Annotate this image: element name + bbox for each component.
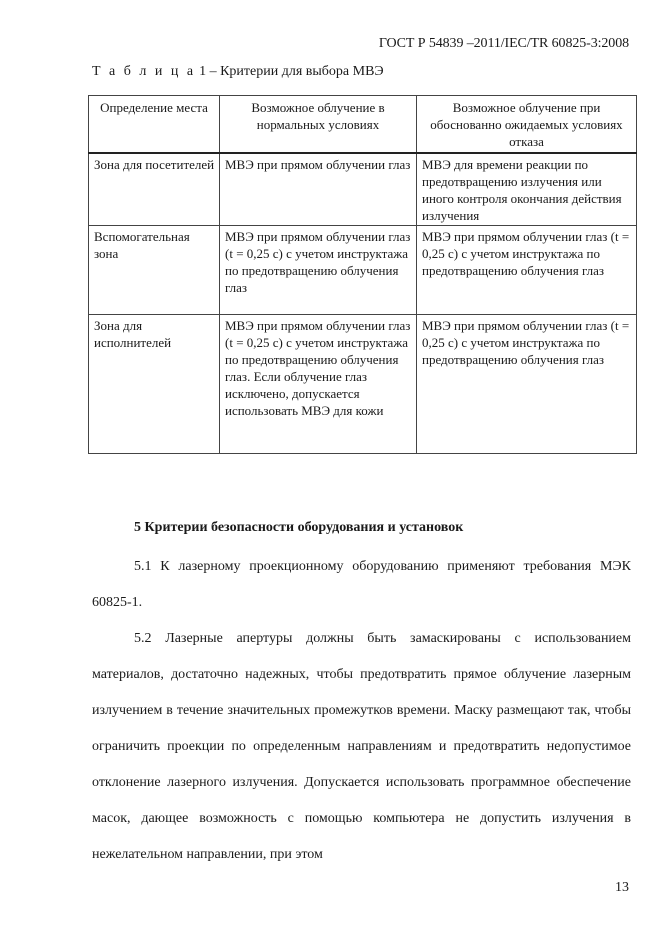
cell-normal: МВЭ при прямом облучении глаз: [220, 153, 417, 226]
section-title: 5 Критерии безопасности оборудования и установок: [134, 520, 464, 535]
cell-place: Зона для исполнителей: [89, 315, 220, 454]
criteria-table: [88, 95, 637, 454]
cell-fault: МВЭ для времени реакции по предотвращению излучения или иного контроля окончания действия излучения: [417, 153, 637, 226]
page-number: 13: [615, 880, 629, 895]
table-row: [89, 315, 637, 454]
cell-place: Вспомогательная зона: [89, 226, 220, 315]
table-row: [89, 153, 637, 226]
paragraph-5-1: 5.1 К лазерному проекционному оборудованию применяют требования МЭК 60825-1.: [92, 559, 631, 610]
column-header-fault: Возможное облучение при обоснованно ожидаемых условиях отказа: [417, 96, 637, 154]
column-header-place: Определение места: [89, 96, 220, 154]
cell-fault: МВЭ при прямом облучении глаз (t = 0,25 с) с учетом инструктажа по предотвращению облучения глаз: [417, 315, 637, 454]
table-row: [89, 226, 637, 315]
cell-normal: МВЭ при прямом облучении глаз (t = 0,25 с) с учетом инструктажа по предотвращению облучения глаз. Если облучение глаз исключено, допускается использовать МВЭ для кожи: [220, 315, 417, 454]
table-caption-text: 1 – Критерии для выбора МВЭ: [195, 64, 384, 79]
cell-place: Зона для посетителей: [89, 153, 220, 226]
paragraph-5-2: 5.2 Лазерные апертуры должны быть замаскированы с использованием материалов, достаточно надежных, чтобы предотвратить прямое облучение лазерным излучением в течение значительных промежутков времени. Маску размещают так, чтобы ограничить проекции по определенным направлениям и предотвратить недопустимое отклонение лазерного излучения. Допускается использовать программное обеспечение масок, дающее возможность с помощью компьютера не допустить излучения в нежелательном направлении, при этом: [92, 631, 631, 862]
table-caption: [92, 64, 384, 80]
cell-normal: МВЭ при прямом облучении глаз (t = 0,25 с) с учетом инструктажа по предотвращению облучения глаз: [220, 226, 417, 315]
column-header-normal: Возможное облучение в нормальных условиях: [220, 96, 417, 154]
cell-fault: МВЭ при прямом облучении глаз (t = 0,25 с) с учетом инструктажа по предотвращению облучения глаз: [417, 226, 637, 315]
table-caption-label: Т а б л и ц а: [92, 64, 196, 79]
table-header-row: [89, 96, 637, 154]
document-header: ГОСТ Р 54839 –2011/IEC/TR 60825-3:2008: [378, 36, 629, 51]
